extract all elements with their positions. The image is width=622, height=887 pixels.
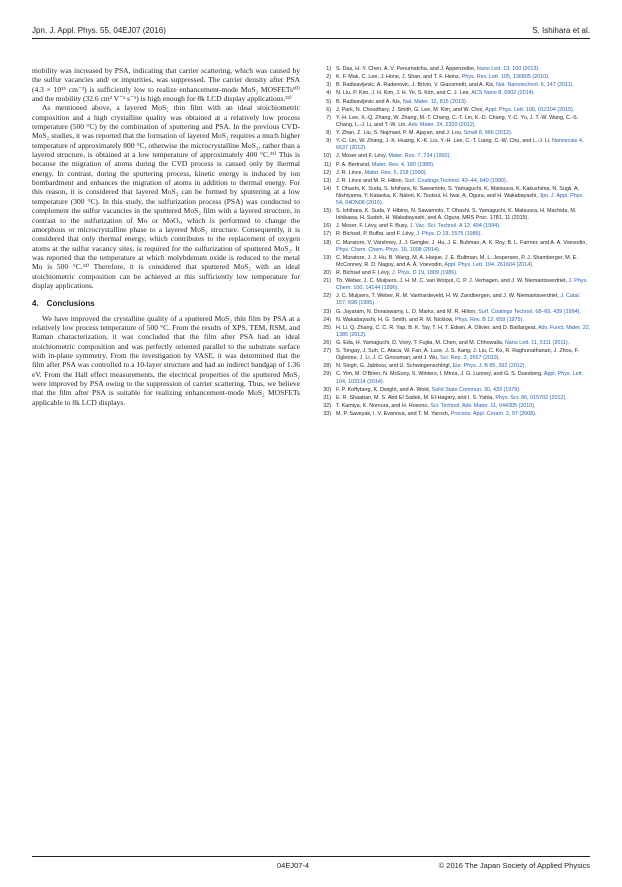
- running-header-journal: Jpn. J. Appl. Phys. 55, 04EJ07 (2016): [32, 26, 166, 35]
- reference-item: [318, 325, 592, 339]
- reference-number: 5): [326, 98, 331, 105]
- reference-citation-link[interactable]: Mater. Res. 5, 218 (1990).: [364, 169, 428, 176]
- reference-citation-link[interactable]: J. Phys. D 19, 1575 (1986).: [416, 231, 482, 238]
- reference-authors: S. Das, H.-Y. Chen, A. V. Penumatcha, and J. Appenzeller,: [336, 66, 477, 72]
- reference-citation-link[interactable]: Phys. Rev. Lett. 105, 136805 (2010).: [461, 74, 550, 81]
- reference-citation-link[interactable]: Surf. Coatings Technol. 43–44, 640 (1990).: [404, 177, 508, 184]
- reference-item: [318, 74, 592, 81]
- reference-authors: T. Ohashi, K. Suda, S. Ishihara, N. Sawamoto, S. Yamaguchi, K. Matsuura, K. Kakushima, N. Sugii, A. Nishiyama, Y. Kataoka, K. Natori, K. Tsutsui, H. Iwai, A. Ogura, and H. Wakabayashi,: [336, 185, 580, 199]
- reference-citation-link[interactable]: Nat. Nanotechnol. 6, 147 (2011).: [496, 82, 574, 89]
- reference-number: 3): [326, 82, 331, 89]
- reference-item: [318, 317, 592, 324]
- reference-item: [318, 130, 592, 137]
- footer-rule: [32, 856, 590, 857]
- reference-item: [318, 231, 592, 238]
- reference-citation-link[interactable]: Sci. Rep. 3, 2657 (2013).: [440, 355, 501, 362]
- reference-item: [318, 255, 592, 269]
- reference-item: [318, 240, 592, 254]
- reference-item: [318, 153, 592, 160]
- reference-citation-link[interactable]: Solid State Commun. 30, 433 (1979).: [431, 386, 521, 393]
- reference-authors: P. A. Bertrand,: [336, 161, 372, 168]
- reference-citation-link[interactable]: J. Phys. Chem. 100, 14144 (1996).: [336, 278, 588, 292]
- reference-number: 28): [323, 363, 331, 370]
- body-column: [32, 66, 300, 407]
- reference-number: 23): [323, 308, 331, 315]
- reference-number: 33): [323, 411, 331, 418]
- reference-authors: J. C. Muijsers, T. Weber, R. M. Vanhardeveld, H. W. Zandbergen, and J. W. Niemantsverdriet,: [336, 293, 561, 300]
- reference-authors: G. Jayaram, N. Doraiswamy, L. D. Marks, and M. R. Hilton,: [336, 308, 479, 315]
- reference-citation-link[interactable]: Adv. Funct. Mater. 22, 1385 (2012).: [336, 324, 591, 338]
- reference-citation-link[interactable]: Small 8, 966 (2012).: [463, 130, 513, 137]
- reference-number: 24): [323, 316, 331, 323]
- reference-number: 17): [323, 231, 331, 238]
- reference-citation-link[interactable]: J. Vac. Sci. Technol. A 12, 494 (1994).: [409, 223, 501, 230]
- reference-authors: B. Radisavljevic, A. Radenovic, J. Brivio, V. Giacometti, and A. Kis,: [336, 82, 497, 89]
- reference-item: [318, 178, 592, 185]
- reference-number: 12): [323, 169, 331, 176]
- reference-item: [318, 348, 592, 362]
- reference-number: 21): [323, 278, 331, 285]
- reference-citation-link[interactable]: Nanoscale 4, 6637 (2012).: [336, 138, 584, 152]
- reference-authors: Y.-H. Lee, X.-Q. Zhang, W. Zhang, M.-T. Chang, C.-T. Lin, K.-D. Chang, Y.-C. Yu, J. T.-W. Wang, C.-S. Chang, L.-J. Li, and T.-W. Lin,: [336, 114, 579, 128]
- reference-number: 25): [323, 324, 331, 331]
- reference-number: 22): [323, 293, 331, 300]
- reference-citation-link[interactable]: Nano Lett. 13, 100 (2013).: [476, 66, 540, 72]
- reference-authors: Y. Zhan, Z. Liu, S. Najmaei, P. M. Ajayan, and J. Lou,: [336, 130, 464, 137]
- reference-number: 29): [323, 371, 331, 378]
- reference-citation-link[interactable]: Mater. Res. 4, 180 (1989).: [371, 161, 435, 168]
- reference-citation-link[interactable]: Phys. Scr. 86, 015702 (2012).: [495, 394, 567, 401]
- reference-authors: J. R. Lince and M. R. Hilton,: [336, 177, 405, 184]
- section-title: Conclusions: [46, 299, 95, 309]
- page-identifier: 04EJ07-4: [277, 861, 310, 870]
- reference-number: 18): [323, 239, 331, 246]
- header-rule: [32, 38, 590, 39]
- reference-citation-link[interactable]: Mater. Res. 7, 734 (1992).: [388, 153, 451, 160]
- section-heading: [32, 299, 300, 308]
- reference-number: 32): [323, 402, 331, 409]
- reference-authors: F. P. Koffyberg, K. Dwight, and A. Wold,: [336, 386, 432, 393]
- conclusions-paragraph: We have improved the crystalline quality of a sputtered MoS₂ thin film by PSA at a relatively low process temperature of 500 °C. From the results of XPS, TEM, RSM, and Raman characterization, it was concluded that the film after PSA had an ideal stoichiometric composition and was perfectly oriented parallel to the substrate surface with in-plane symmetry. From the investigation by VASE, it was determined that the film after PSA was controlled to a 10-layer structure and had an indirect bandgap of 1.36 eV. From the Hall effect measurements, the electrical properties of the sputtered MoS₂ were improved by PSA owing to the suppression of carrier scattering. Thus, we believe that the film after PSA is suitable for realizing enhancement-mode MoS₂ MOSFETs applicable to 8k LCD displays.: [32, 313, 300, 407]
- reference-number: 16): [323, 223, 331, 230]
- reference-item: [318, 309, 592, 316]
- reference-authors: C. Muratore, V. Varshney, J. J. Gengler, J. Hu, J. E. Bultman, A. K. Roy, B. L. Farmer, and A. A. Voevodin,: [336, 239, 587, 246]
- reference-number: 30): [323, 386, 331, 393]
- reference-item: [318, 107, 592, 114]
- reference-number: 8): [326, 130, 331, 137]
- body-paragraph-1: mobility was increased by PSA, indicating that carrier scattering, which was caused by the sulfur vacancies and/ or impurities, was suppressed. The carrier density after PSA (4.3 × 10¹⁵ cm⁻³) is sufficiently low to realize enhancement-mode MoS₂ MOSFETs¹⁰⁾ and the mobility (32.6 cm² V⁻¹ s⁻¹) is high enough for 8k LCD display applications.³²⁾: [32, 66, 300, 104]
- reference-authors: M. P. Saveyak, I. V. Evanova, and T. M. Yarosh,: [336, 411, 451, 418]
- reference-item: [318, 270, 592, 277]
- reference-authors: B. Radisavljevic and A. Kis,: [336, 98, 403, 105]
- running-header-authors: S. Ishihara et al.: [532, 26, 590, 35]
- reference-citation-link[interactable]: Nat. Mater. 12, 815 (2013).: [402, 98, 468, 105]
- reference-authors: N. Liu, P. Kim, J. H. Kim, J. H. Ye, S. Kim, and C. J. Lee,: [336, 90, 472, 97]
- reference-citation-link[interactable]: Phys. Chem. Chem. Phys. 16, 1008 (2014).: [336, 246, 441, 253]
- reference-authors: H. Li, Q. Zhang, C. C. R. Yap, B. K. Tay, T. H. T. Edwin, A. Olivier, and D. Baillargeat,: [336, 324, 538, 331]
- reference-number: 26): [323, 339, 331, 346]
- section-number: 4.: [32, 299, 39, 309]
- reference-number: 19): [323, 254, 331, 261]
- reference-number: 9): [326, 138, 331, 145]
- reference-citation-link[interactable]: Adv. Mater. 24, 2320 (2012).: [408, 121, 477, 128]
- reference-authors: S. Ishihara, K. Suda, Y. Hibino, N. Sawamoto, T. Ohashi, S. Yamaguchi, K. Matsuura, H. Machida, M. Ishikawa, H. Sudoh, H. Wakabayashi, and A. Ogura, MRS Proc. 1781, 11 (2015).: [336, 208, 577, 222]
- reference-citation-link[interactable]: Appl. Phys. Lett. 106, 012104 (2015).: [485, 106, 575, 113]
- reference-authors: R. Bichsel and F. Lévy,: [336, 270, 392, 276]
- reference-number: 14): [323, 185, 331, 192]
- reference-item: [318, 208, 592, 222]
- reference-number: 15): [323, 208, 331, 215]
- reference-item: [318, 363, 592, 370]
- reference-authors: Y.-C. Lin, W. Zhang, J.-K. Huang, K.-K. Liu, Y.-H. Lee, C.-T. Liang, C.-W. Chu, and L.-J. Li,: [336, 138, 553, 145]
- reference-item: [318, 90, 592, 97]
- reference-number: 20): [323, 270, 331, 276]
- reference-authors: J. Moser, F. Lévy, and F. Busy,: [336, 223, 410, 230]
- reference-item: [318, 138, 592, 152]
- reference-item: [318, 170, 592, 177]
- reference-number: 11): [323, 161, 331, 168]
- reference-item: [318, 371, 592, 385]
- reference-authors: J. Moser and F. Lévy,: [336, 153, 389, 160]
- reference-citation-link[interactable]: Jpn. J. Appl. Phys. 54, 04DN08 (2015).: [336, 192, 584, 207]
- reference-authors: G. Eda, H. Yamaguchi, D. Voiry, T. Fujita, M. Chen, and M. Chhowalla,: [336, 339, 505, 346]
- reference-item: [318, 387, 592, 394]
- reference-citation-link[interactable]: ACS Nano 8, 6902 (2014).: [471, 90, 535, 97]
- reference-authors: S. Tongay, J. Suh, C. Ataca, W. Fan, A. Luce, J. S. Kang, J. Liu, C. Ko, R. Raghunathanan, J. Zhou, F. Ogletree, J. Li, J. C. Grossman, and J. Wu,: [336, 348, 579, 362]
- reference-item: [318, 186, 592, 207]
- reference-item: [318, 82, 592, 89]
- reference-item: [318, 278, 592, 292]
- reference-item: [318, 411, 592, 418]
- reference-citation-link[interactable]: J. Phys. D 19, 1809 (1986).: [391, 270, 458, 276]
- reference-authors: J. R. Lince,: [336, 169, 365, 176]
- reference-citation-link[interactable]: Nano Lett. 11, 5111 (2011).: [504, 339, 570, 346]
- reference-number: 13): [323, 177, 331, 184]
- reference-item: [318, 340, 592, 347]
- reference-authors: E. R. Shaaban, M. S. Abd El Sadek, M. El-Hagary, and I. S. Yahia,: [336, 394, 496, 401]
- reference-authors: Th. Weber, J. C. Muijsers, J. H. M. C. van Wolput, C. P. J. Verhagen, and J. W. Niemantsverdriet,: [336, 278, 569, 285]
- reference-list: [318, 66, 592, 419]
- reference-number: 31): [323, 394, 331, 401]
- reference-authors: K. F. Mak, C. Lee, J. Hone, J. Shan, and T. F. Heinz,: [336, 74, 462, 81]
- reference-authors: J. Park, N. Choudhary, J. Smith, G. Lee, M. Kim, and W. Choi,: [336, 106, 486, 113]
- reference-authors: C. Muratore, J. J. Hu, B. Wang, M. A. Haque, J. E. Bultman, M. L. Jespersen, P. J. Shamberger, M. E. McConney, R. D. Naguy, and A. A. Voevodin,: [336, 254, 578, 268]
- reference-authors: R. Bichsel, P. Buffat, and F. Lévy,: [336, 231, 417, 238]
- reference-item: [318, 115, 592, 129]
- reference-item: [318, 293, 592, 307]
- reference-citation-link[interactable]: Sci. Technol. Adv. Mater. 11, 044305 (2010).: [430, 402, 536, 409]
- reference-authors: T. Kamiya, K. Nomura, and H. Hosono,: [336, 402, 431, 409]
- reference-number: 27): [323, 348, 331, 355]
- reference-item: [318, 99, 592, 106]
- reference-citation-link[interactable]: Eur. Phys. J. B 85, 392 (2012).: [452, 363, 526, 370]
- reference-item: [318, 223, 592, 230]
- reference-authors: N. Singh, G. Jabbour, and U. Schwingenschlögl,: [336, 363, 453, 370]
- reference-number: 6): [326, 106, 331, 113]
- reference-item: [318, 162, 592, 169]
- reference-citation-link[interactable]: Process. Appl. Ceram. 2, 97 (2008).: [450, 411, 537, 418]
- reference-citation-link[interactable]: Appl. Phys. Lett. 104, 261604 (2014).: [444, 261, 534, 268]
- body-paragraph-2: As mentioned above, a layered MoS₂ thin film with an ideal stoichiometric composition and a high crystalline quality was obtained at a relatively low process temperature (500 °C) by the combination of sputtering and PSA. In the previous CVD-MoS₂ studies, it was reported that the formation of layered MoS₂ requires a much higher temperature of approximately 800 °C, otherwise the microcrystalline MoS₂, rather than a layered structure, is obtained at a low temperature of approximately 400 °C.²³⁾ This is because the migration of atoms during the CVD process is caused only by thermal energy. In contrast, during the sputtering process, kinetic energy is induced by ion bombardment and enhances the migration of atoms in addition to thermal energy. For this reason, it is considered that layered MoS₂ can be formed by sputtering at a low temperature (300 °C). In this study, the sulfurization process (PSA) was conducted to complement the sulfur vacancies in the sputtered MoS₂ film with a layered structure, in contrast to the sulfurization of Mo or MoOₓ, which is performed to change the amorphous or microcrystalline phase to a layered MoS₂ structure. Consequently, it is considered that only thermal energy, which contributes to the replacement of oxygen atoms at the sulfur vacancy sites, is required for the sulfurization of sputtered MoS₂. It was reported that the temperature at which molybdenum oxide is reduced to the metal Mo is 500 °C.³³⁾ Therefore, it is considered that sputtered MoS₂ with an ideal stoichiometric composition can be achieved at this sufficiently low temperature for display applications.: [32, 103, 300, 290]
- reference-citation-link[interactable]: Phys. Rev. B 12, 659 (1975).: [455, 316, 524, 323]
- reference-authors: C. Yim, M. O'Brien, N. McEvoy, S. Winters, I. Mirza, J. G. Lunney, and G. S. Duesberg,: [336, 371, 544, 378]
- reference-item: [318, 403, 592, 410]
- reference-number: 4): [326, 90, 331, 97]
- reference-item: [318, 395, 592, 402]
- reference-citation-link[interactable]: Surf. Coatings Technol. 68–69, 439 (1994).: [478, 308, 581, 315]
- reference-authors: N. Wakabayashi, H. G. Smith, and R. M. Nicklow,: [336, 316, 456, 323]
- reference-number: 2): [326, 74, 331, 81]
- reference-citation-link[interactable]: Appl. Phys. Lett. 104, 103114 (2014).: [336, 371, 584, 385]
- reference-number: 1): [326, 66, 331, 72]
- reference-number: 10): [323, 153, 331, 160]
- reference-number: 7): [326, 114, 331, 121]
- reference-citation-link[interactable]: J. Catal. 157, 698 (1995).: [336, 293, 581, 307]
- reference-item: [318, 66, 592, 73]
- copyright-notice: © 2016 The Japan Society of Applied Physics: [438, 861, 590, 870]
